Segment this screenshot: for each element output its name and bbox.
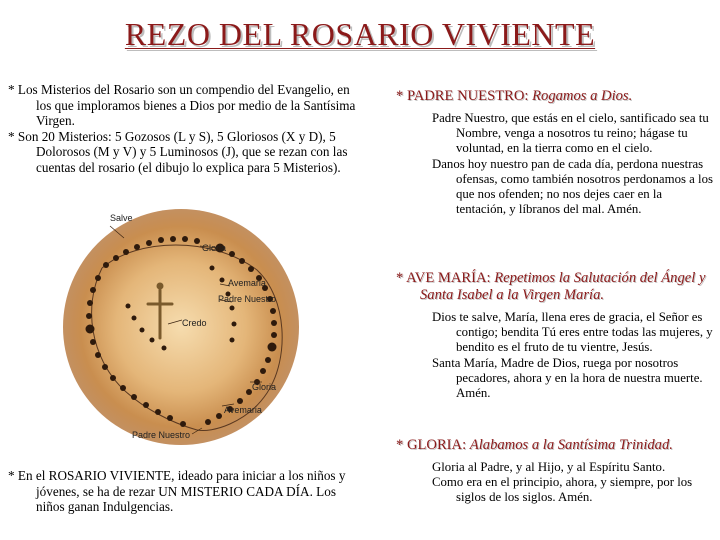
prayer-line: Dios te salve, María, llena eres de gracia, el Señor es contigo; bendita Tú eres entre todas las mujeres, y bendito es el fruto de tu vientre, Jesús. [432, 310, 713, 355]
prayer-line: Como era en el principio, ahora, y siempre, por los siglos de los siglos. Amén. [432, 475, 693, 505]
prayer-name: * GLORIA: [396, 437, 467, 453]
prayer-padre-nuestro [396, 88, 714, 217]
rosary-label-salve: Salve [110, 213, 133, 223]
prayer-body [432, 111, 714, 217]
prayer-name: * PADRE NUESTRO: [396, 88, 529, 104]
prayer-heading [396, 437, 714, 454]
prayer-line: Danos hoy nuestro pan de cada día, perdona nuestras ofensas, como también nosotros perdonamos a los que nos ofenden; no nos dejes caer en la tentación, y líbranos del mal. Amén. [432, 156, 713, 217]
rosary-label-gloria-top: Gloria [202, 243, 227, 253]
prayer-body [432, 310, 714, 401]
prayer-body [432, 460, 714, 506]
intro-paragraph: * Los Misterios del Rosario son un compendio del Evangelio, en los que imploramos bienes a Dios por medio de la Santísima Virgen. [8, 82, 356, 129]
rosary-image [62, 208, 300, 446]
rosary-label-padre-nuestro-mid: Padre Nuestro [218, 294, 277, 304]
prayer-subtitle: Repetimos la Salutación del Ángel y Santa Isabel a la Virgen María. [420, 270, 706, 303]
footer-note [8, 468, 363, 515]
footer-note-text: * En el ROSARIO VIVIENTE, ideado para iniciar a los niños y jóvenes, se ha de rezar UN MISTERIO CADA DÍA. Los niños ganan Indulgencias. [8, 468, 346, 515]
rosary-label-credo: Credo [182, 318, 207, 328]
prayer-name: * AVE MARÍA: [396, 270, 491, 286]
rosary-label-padre-nuestro-bottom: Padre Nuestro [132, 430, 191, 440]
rosary-label-avemaria-bottom: Avemaria [224, 405, 262, 415]
prayer-line: Gloria al Padre, y al Hijo, y al Espíritu Santo. [432, 460, 666, 474]
rosary-illustration [62, 208, 300, 446]
prayer-subtitle: Rogamos a Dios. [532, 88, 633, 104]
rosary-label-gloria-bottom: Gloria [252, 382, 277, 392]
prayer-ave-maria [396, 270, 714, 401]
prayer-heading [396, 270, 714, 304]
page-title: REZO DEL ROSARIO VIVIENTE [124, 16, 596, 52]
intro-paragraph: * Son 20 Misterios: 5 Gozosos (L y S), 5 Gloriosos (X y D), 5 Dolorosos (M y V) y 5 Luminosos (J), que se rezan con las cuentas del rosario (el dibujo lo explica para 5 Misterios). [8, 128, 348, 175]
prayer-gloria [396, 437, 714, 506]
rosary-label-avemaria-top: Avemaria [228, 278, 266, 288]
prayer-line: Padre Nuestro, que estás en el cielo, santificado sea tu Nombre, venga a nosotros tu reino; hágase tu voluntad, en la tierra como en el cielo. [432, 111, 709, 156]
prayer-line: Santa María, Madre de Dios, ruega por nosotros pecadores, ahora y en la hora de nuestra muerte. Amén. [432, 355, 703, 401]
prayer-subtitle: Alabamos a la Santísima Trinidad. [469, 437, 673, 453]
prayer-heading [396, 88, 714, 105]
intro-text [8, 82, 363, 176]
